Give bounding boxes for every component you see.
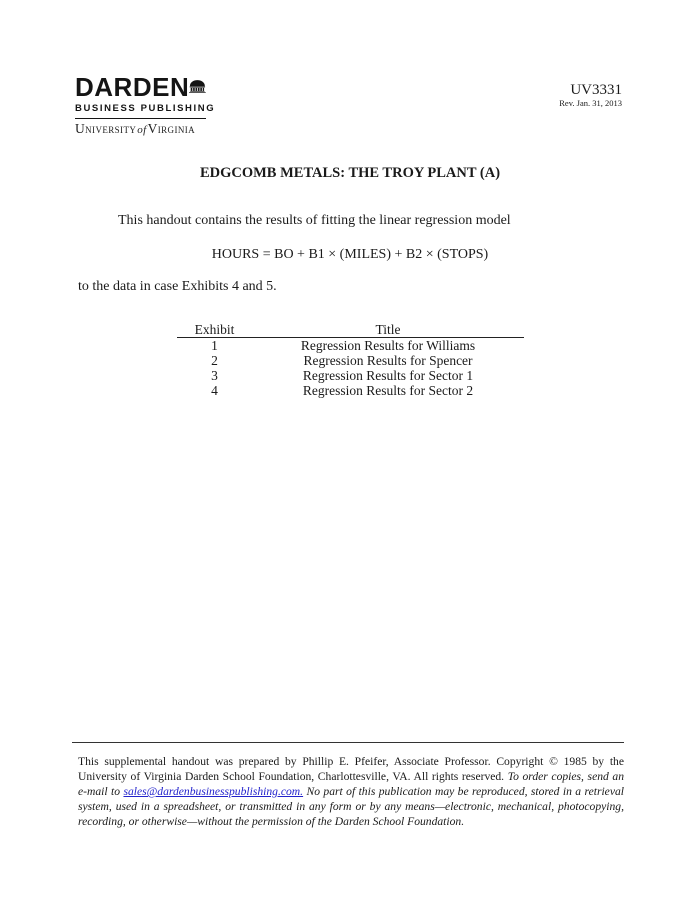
exhibit-table xyxy=(177,322,524,398)
no-reproduction-text: No part of this publication may be reproduced, stored in a retrieval system, used in a spreadsheet, or transmitted in any form or by any means—electronic, mechanical, photocopying, recording, or otherwise—without the permission of the Darden School Foundation. xyxy=(78,785,624,828)
exhibit-title: Regression Results for Williams xyxy=(300,338,476,353)
exhibit-number: 2 xyxy=(211,353,218,368)
copyright-text: This supplemental handout was prepared by Phillip E. Pfeifer, Associate Professor. Copyright © 1985 by the University of Virginia Darden School Foundation, Charlottesville, VA. All rights reserved. xyxy=(78,755,624,783)
email-link[interactable]: sales@dardenbusinesspublishing.com. xyxy=(123,785,304,798)
rotunda-icon xyxy=(189,73,206,100)
university-of-virginia-wordmark xyxy=(75,121,206,137)
exhibit-table-header-row xyxy=(177,322,524,338)
page-title: EDGCOMB METALS: THE TROY PLANT (A) xyxy=(199,165,501,181)
exhibit-column-header: Exhibit xyxy=(177,322,252,338)
copyright-paragraph xyxy=(78,754,624,829)
table-row xyxy=(177,353,524,368)
exhibit-title: Regression Results for Sector 1 xyxy=(302,368,474,383)
virginia-word: Virginia xyxy=(147,121,196,136)
outro-paragraph: to the data in case Exhibits 4 and 5. xyxy=(78,279,277,294)
footer-divider xyxy=(72,742,624,743)
table-row xyxy=(177,338,524,354)
order-copies-text: To order copies, send an e-mail to xyxy=(78,770,625,798)
table-row xyxy=(177,383,524,398)
exhibit-title: Regression Results for Sector 2 xyxy=(302,383,474,398)
exhibit-number: 1 xyxy=(211,338,218,353)
university-word: University xyxy=(75,121,137,136)
exhibit-number: 3 xyxy=(211,368,218,383)
darden-wordmark: DARDEN xyxy=(75,72,190,102)
document-number: UV3331 xyxy=(570,82,622,98)
intro-paragraph: This handout contains the results of fitting the linear regression model xyxy=(118,213,511,228)
university-of: of xyxy=(137,124,147,136)
table-row xyxy=(177,368,524,383)
darden-logo xyxy=(75,72,216,137)
darden-logo-row xyxy=(75,72,206,100)
business-publishing-label: BUSINESS PUBLISHING xyxy=(75,103,216,114)
title-column-header: Title xyxy=(252,322,524,338)
regression-formula: HOURS = BO + B1 × (MILES) + B2 × (STOPS) xyxy=(211,247,489,262)
exhibit-title: Regression Results for Spencer xyxy=(303,353,473,368)
exhibit-number: 4 xyxy=(211,383,218,398)
revision-date: Rev. Jan. 31, 2013 xyxy=(559,98,622,108)
logo-divider xyxy=(75,118,206,119)
document-number-block xyxy=(559,82,622,108)
